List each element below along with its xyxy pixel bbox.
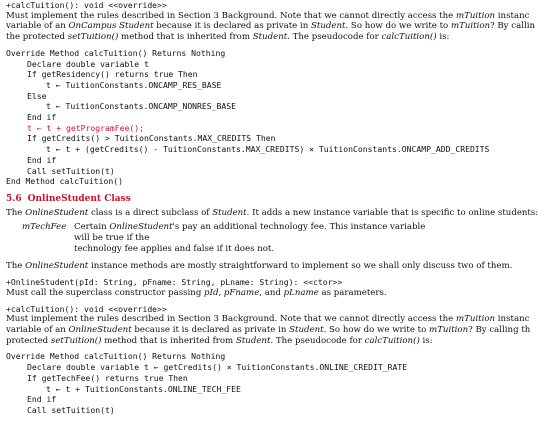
code-line: Else <box>27 90 47 101</box>
code-line: Call setTuition(t) <box>27 165 115 176</box>
code-line: Declare double variable t ← getCredits() × TuitionConstants.ONLINE_CREDIT_RATE <box>27 362 408 373</box>
code-line: t ← t + (getCredits() - TuitionConstants.MAX_CREDITS) × TuitionConstants.ONCAMP_ADD_CREDITS <box>46 144 490 155</box>
method-description-line: Must implement the rules described in Section 3 Background. Note that we cannot directly access the mTuition instanc <box>6 314 530 325</box>
method-signature: +calcTuition(): void <<override>> <box>6 303 167 314</box>
section-heading: 5.6 OnlineStudent Class <box>6 193 131 204</box>
method-description-line: variable of an OnlineStudent because it is declared as private in Student. So how do we write to mTuition? By calling th <box>6 324 531 335</box>
code-line: t ← TuitionConstants.ONCAMP_NONRES_BASE <box>46 101 237 112</box>
code-line: Override Method calcTuition() Returns Nothing <box>6 47 226 58</box>
definition-entry <box>6 222 474 254</box>
method-description-line: variable of an OnCampus Student because it is declared as private in Student. So how do we write to mTuition? By callin <box>6 21 535 32</box>
code-line: If getCredits() > TuitionConstants.MAX_CREDITS Then <box>27 133 276 144</box>
code-line: End if <box>27 154 57 165</box>
code-line: End Method calcTuition() <box>6 176 123 187</box>
method-description-line: protected setTuition() method that is inherited from Student. The pseudocode for calcTuition() is: <box>6 335 433 346</box>
code-line: t ← t + TuitionConstants.ONLINE_TECH_FEE <box>46 383 241 394</box>
definition-description: Certain OnlineStudent's pay an additional technology fee. This instance variable will be true if the technology fee applies and false if it does not. <box>74 222 426 254</box>
method-description-line: the protected setTuition() method that is inherited from Student. The pseudocode for calcTuition() is: <box>6 32 450 43</box>
method-description-line: Must implement the rules described in Section 3 Background. Note that we cannot directly access the mTuition instanc <box>6 10 530 21</box>
code-line: Override Method calcTuition() Returns Nothing <box>6 351 226 362</box>
paragraph: The OnlineStudent class is a direct subclass of Student. It adds a new instance variable that is specific to online students: <box>6 207 538 218</box>
pseudocode-block <box>6 351 474 415</box>
code-line-highlighted: t ← t + getProgramFee(); <box>27 122 144 133</box>
constructor-signature: +OnlineStudent(pId: String, pFname: String, pLname: String): <<ctor>> <box>6 277 343 288</box>
constructor-description: Must call the superclass constructor passing pId, pFname, and pLname as parameters. <box>6 287 387 298</box>
method-signature: +calcTuition(): void <<override>> <box>6 0 167 10</box>
code-line: If getTechFee() returns true Then <box>27 372 188 383</box>
code-line: End if <box>27 394 57 405</box>
code-line: End if <box>27 112 57 123</box>
pseudocode-block <box>6 47 490 187</box>
code-line: t ← TuitionConstants.ONCAMP_RES_BASE <box>46 79 222 90</box>
code-line: Call setTuition(t) <box>27 404 115 415</box>
definition-term: mTechFee <box>22 222 67 233</box>
code-line: If getResidency() returns true Then <box>27 69 198 80</box>
code-line: Declare double variable t <box>27 58 149 69</box>
paragraph: The OnlineStudent instance methods are mostly straightforward to implement so we shall only discuss two of them. <box>6 261 513 272</box>
